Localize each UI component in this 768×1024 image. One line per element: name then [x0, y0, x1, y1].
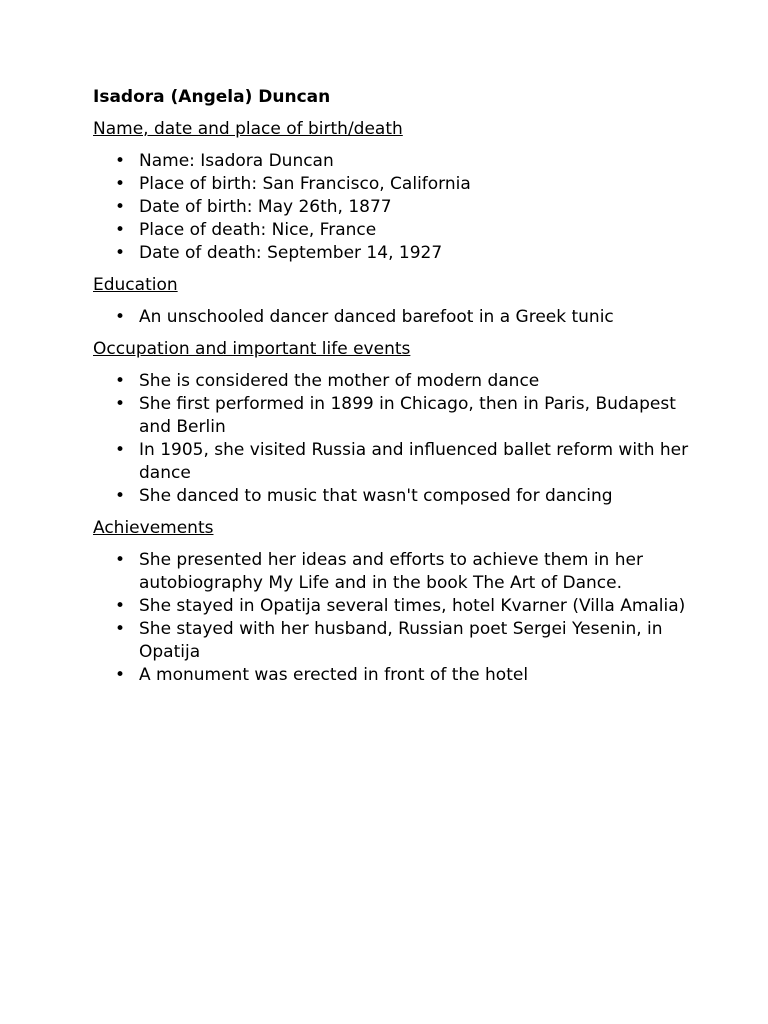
bullet-icon: • [115, 596, 126, 616]
bullet-icon: • [115, 665, 126, 685]
list-item: • Date of death: September 14, 1927 [115, 243, 443, 263]
list-item: • An unschooled dancer danced barefoot in a Greek tunic [115, 307, 614, 327]
bullet-icon: • [115, 371, 126, 391]
list-item: • She presented her ideas and efforts to achieve them in her autobiography My Life and in the book The Art of Dance. [115, 550, 643, 593]
list-item: • She first performed in 1899 in Chicago, then in Paris, Budapest and Berlin [115, 394, 676, 437]
section-heading-education: Education [93, 275, 178, 295]
section-achievements [93, 517, 693, 687]
bullet-icon: • [115, 307, 126, 327]
list-item: • Name: Isadora Duncan [115, 151, 334, 171]
section-occupation [93, 338, 693, 508]
list-item: • Place of birth: San Francisco, California [115, 174, 471, 194]
bullet-list-achievements [93, 549, 693, 687]
bullet-icon: • [115, 220, 126, 240]
bullet-icon: • [115, 197, 126, 217]
bullet-icon: • [115, 550, 126, 570]
bullet-icon: • [115, 440, 126, 460]
list-item: • She danced to music that wasn't composed for dancing [115, 486, 613, 506]
section-birth-death [93, 118, 693, 265]
bullet-icon: • [115, 619, 126, 639]
list-item: • She stayed in Opatija several times, hotel Kvarner (Villa Amalia) [115, 596, 686, 616]
document-page [93, 86, 693, 696]
list-item: • She stayed with her husband, Russian poet Sergei Yesenin, in Opatija [115, 619, 663, 662]
bullet-icon: • [115, 486, 126, 506]
list-item: • She is considered the mother of modern dance [115, 371, 540, 391]
list-item: • In 1905, she visited Russia and influenced ballet reform with her dance [115, 440, 689, 483]
section-heading-birth-death: Name, date and place of birth/death [93, 119, 403, 139]
bullet-icon: • [115, 174, 126, 194]
bullet-icon: • [115, 243, 126, 263]
section-education [93, 274, 693, 329]
bullet-list-education [93, 306, 693, 329]
bullet-icon: • [115, 151, 126, 171]
bullet-icon: • [115, 394, 126, 414]
section-heading-occupation: Occupation and important life events [93, 339, 411, 359]
bullet-list-birth-death [93, 150, 693, 265]
list-item: • Date of birth: May 26th, 1877 [115, 197, 392, 217]
document-title: Isadora (Angela) Duncan [93, 87, 331, 107]
section-heading-achievements: Achievements [93, 518, 214, 538]
bullet-list-occupation [93, 370, 693, 508]
list-item: • Place of death: Nice, France [115, 220, 377, 240]
list-item: • A monument was erected in front of the hotel [115, 665, 529, 685]
